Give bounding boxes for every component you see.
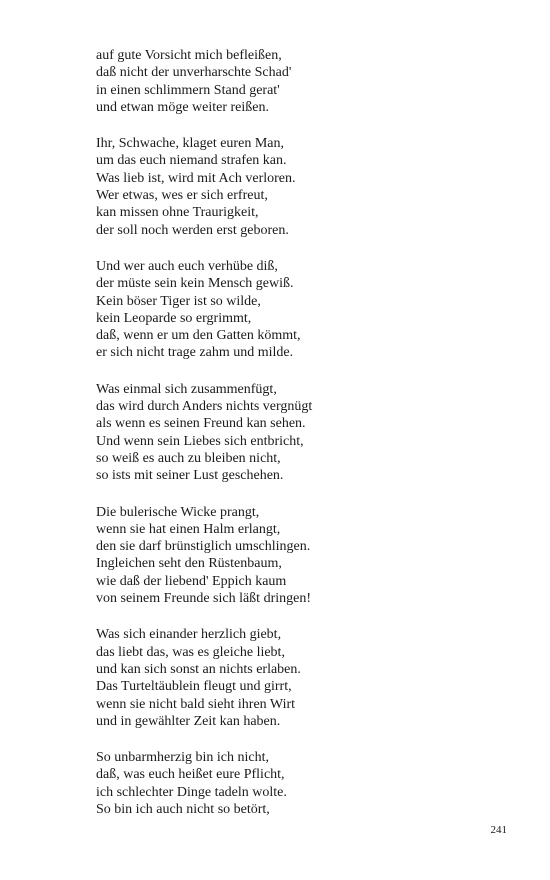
poem-line: Die bulerische Wicke prangt, <box>96 504 260 520</box>
stanza-4 <box>96 381 496 485</box>
stanza-6 <box>96 626 496 730</box>
poem-line: als wenn es seinen Freund kan sehen. <box>96 416 306 432</box>
poem-line: Ihr, Schwache, klaget euren Man, <box>96 136 284 152</box>
poem-line: und kan sich sonst an nichts erlaben. <box>96 661 301 677</box>
poem-line: So unbarmherzig bin ich nicht, <box>96 750 270 766</box>
poem-line: Was sich einander herzlich giebt, <box>96 627 282 643</box>
poem-line: so ists mit seiner Lust geschehen. <box>96 468 284 484</box>
poem-line: ich schlechter Dinge tadeln wolte. <box>96 784 287 800</box>
poem-line: Kein böser Tiger ist so wilde, <box>96 293 261 309</box>
poem-line: daß nicht der unverharschte Schad' <box>96 65 292 81</box>
poem-line: um das euch niemand strafen kan. <box>96 153 287 169</box>
poem-text <box>96 47 496 837</box>
poem-line: Was lieb ist, wird mit Ach verloren. <box>96 170 296 186</box>
stanza-1 <box>96 47 496 116</box>
poem-line: das liebt das, was es gleiche liebt, <box>96 644 285 660</box>
poem-line: So bin ich auch nicht so betört, <box>96 801 270 817</box>
poem-line: Wer etwas, wes er sich erfreut, <box>96 188 268 204</box>
poem-line: und etwan möge weiter reißen. <box>96 99 269 115</box>
poem-line: Und wenn sein Liebes sich entbricht, <box>96 433 304 449</box>
poem-line: der müste sein kein Mensch gewiß. <box>96 276 294 292</box>
poem-line: den sie darf brünstiglich umschlingen. <box>96 539 311 555</box>
poem-line: von seinem Freunde sich läßt dringen! <box>96 591 312 607</box>
stanza-2 <box>96 135 496 239</box>
page-number: 241 <box>490 824 507 836</box>
poem-line: daß, wenn er um den Gatten kömmt, <box>96 328 301 344</box>
stanza-3 <box>96 258 496 362</box>
poem-line: das wird durch Anders nichts vergnügt <box>96 399 313 415</box>
poem-line: wenn sie hat einen Halm erlangt, <box>96 521 281 537</box>
poem-line: kein Leoparde so ergrimmt, <box>96 310 252 326</box>
poem-line: auf gute Vorsicht mich befleißen, <box>96 48 282 63</box>
stanza-5 <box>96 504 496 608</box>
poem-line: kan missen ohne Traurigkeit, <box>96 205 259 221</box>
poem-line: Was einmal sich zusammenfügt, <box>96 381 277 397</box>
poem-line: und in gewählter Zeit kan haben. <box>96 713 281 729</box>
poem-line: Und wer auch euch verhübe diß, <box>96 258 278 274</box>
poem-line: in einen schlimmern Stand gerat' <box>96 82 280 98</box>
poem-line: er sich nicht trage zahm und milde. <box>96 345 294 361</box>
poem-line: der soll noch werden erst geboren. <box>96 222 289 238</box>
poem-line: so weiß es auch zu bleiben nicht, <box>96 450 281 466</box>
poem-line: Das Turteltäublein fleugt und girrt, <box>96 679 292 695</box>
stanza-7 <box>96 749 496 818</box>
poem-line: wie daß der liebend' Eppich kaum <box>96 573 287 589</box>
poem-line: wenn sie nicht bald sieht ihren Wirt <box>96 696 296 712</box>
poem-line: daß, was euch heißet eure Pflicht, <box>96 767 285 783</box>
poem-line: Ingleichen seht den Rüstenbaum, <box>96 556 282 572</box>
